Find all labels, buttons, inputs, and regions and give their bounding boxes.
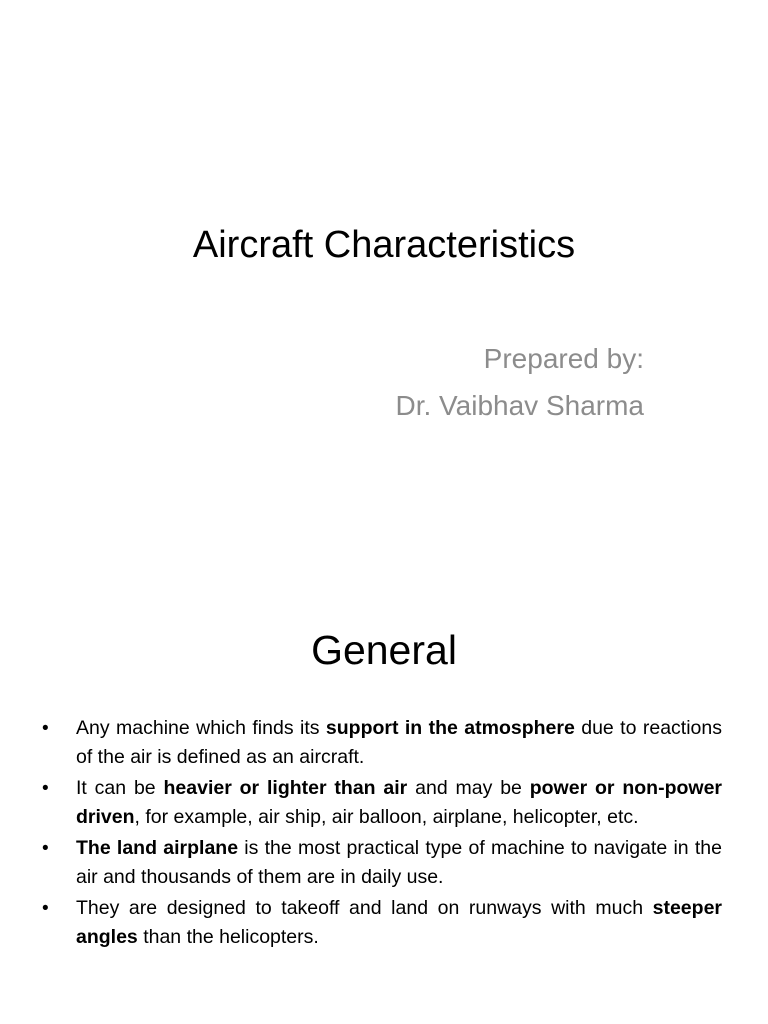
bullet-dot-icon: • [42, 718, 49, 739]
bullet-text [76, 837, 722, 888]
bullet-dot-icon: • [42, 898, 49, 919]
bullet-emphasis: power or non-power driven [76, 777, 722, 828]
bullet-emphasis: steeper angles [76, 897, 722, 948]
bullet-segment: They are designed to takeoff and land on runways with much [76, 897, 653, 919]
slide-title: Aircraft Characteristics [192, 224, 576, 266]
bullet-emphasis: support in the atmosphere [325, 717, 575, 739]
bullet-item [40, 834, 722, 892]
bullet-segment: It can be [76, 777, 164, 799]
bullet-item [40, 774, 722, 832]
bullet-item [40, 894, 722, 952]
bullet-emphasis: heavier or lighter than air [163, 777, 408, 799]
bullet-text [76, 897, 722, 948]
bullet-dot-icon: • [42, 838, 49, 859]
bullet-segment: than the helicopters. [137, 926, 319, 948]
author-name: Dr. Vaibhav Sharma [395, 390, 644, 421]
bullet-segment: , for example, air ship, air balloon, airplane, helicopter, etc. [134, 806, 639, 828]
bullet-segment: and may be [407, 777, 530, 799]
bullet-item [40, 714, 722, 772]
bullet-emphasis: The land airplane [76, 837, 239, 859]
prepared-by-label: Prepared by: [483, 343, 644, 374]
bullet-segment: Any machine which finds its [76, 717, 326, 739]
slide-heading: General [311, 627, 457, 673]
content-slide [0, 512, 768, 1024]
bullet-text [76, 717, 722, 768]
bullet-segment: is the most practical type of machine to navigate in the air and thousands of them are in daily use. [76, 837, 722, 888]
bullet-dot-icon: • [42, 778, 49, 799]
bullet-text [76, 777, 722, 828]
author-subtitle [396, 335, 645, 429]
bullet-list [40, 714, 722, 954]
bullet-segment: due to reactions of the air is defined as an aircraft. [76, 717, 722, 768]
